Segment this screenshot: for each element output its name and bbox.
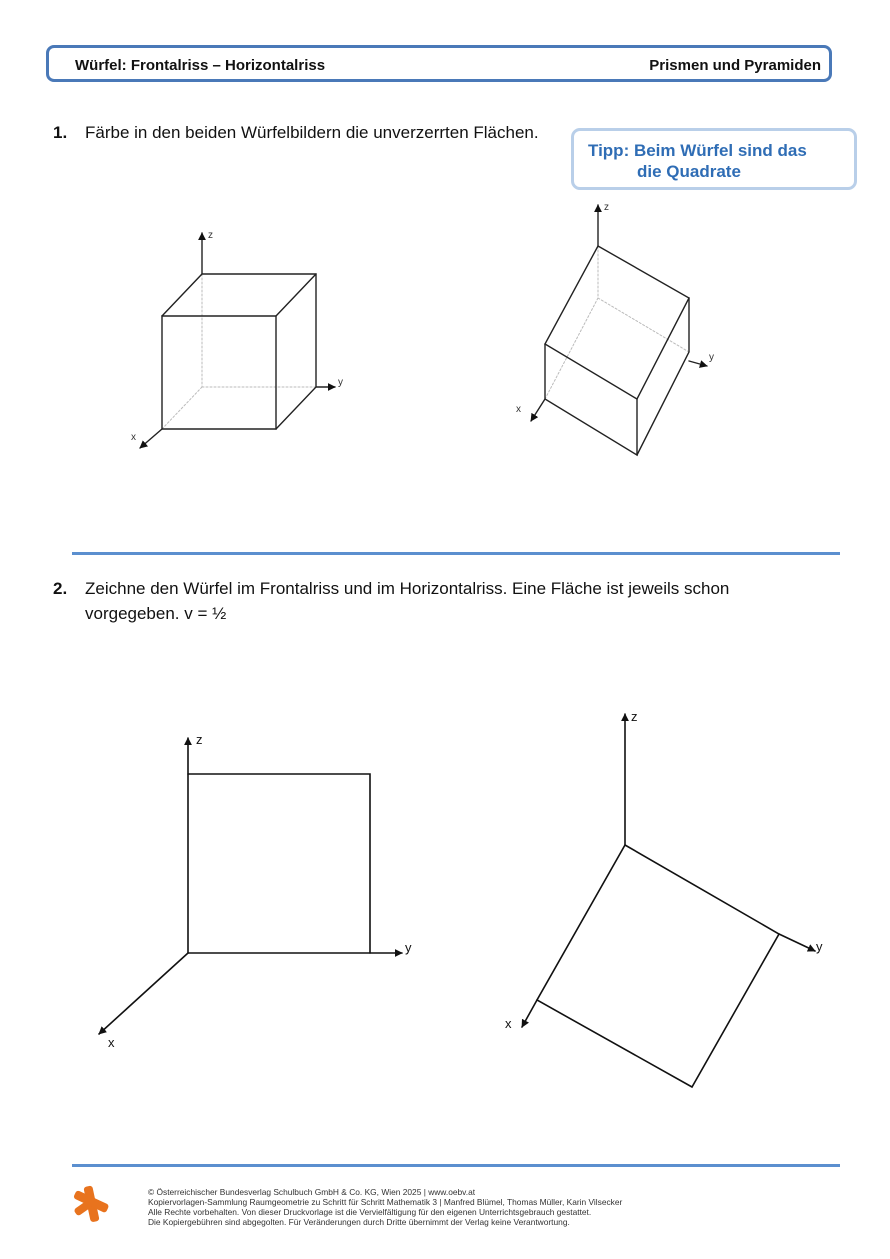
task2-text-line1: Zeichne den Würfel im Frontalriss und im Horizontalriss. Eine Fläche ist jeweils schon [85, 579, 730, 598]
footer-line-1: © Österreichischer Bundesverlag Schulbuch GmbH & Co. KG, Wien 2025 | www.oebv.at [148, 1187, 476, 1197]
worksheet-title: Würfel: Frontalriss – Horizontalriss [75, 57, 326, 74]
x-label-1b: x [516, 404, 521, 415]
z-label-2b: z [631, 709, 638, 724]
footer-line-2: Kopiervorlagen-Sammlung Raumgeometrie zu Schritt für Schritt Mathematik 3 | Manfred Blümel, Thomas Müller, Karin Vilsecker [148, 1197, 623, 1207]
footer-copyright [148, 1187, 622, 1227]
cube-front-view [140, 233, 335, 448]
task2-text-line2: vorgegeben. v = ½ [85, 604, 227, 623]
footer-line-3: Alle Rechte vorbehalten. Von dieser Druckvorlage ist die Vervielfältigung für den eigenen Unterrichtsgebrauch gestattet. [148, 1207, 592, 1217]
footer-line-4: Die Kopiergebühren sind abgegolten. Für Veränderungen durch Dritte übernimmt der Verlag keine Verantwortung. [148, 1217, 570, 1227]
x-axis-1a [140, 429, 162, 448]
y-label-1a: y [338, 377, 343, 388]
z-label-1b: z [604, 202, 609, 213]
footer-divider [72, 1164, 840, 1167]
task1-number: 1. [53, 123, 68, 142]
y-label-2b: y [816, 939, 823, 954]
tip-line-1: Tipp: Beim Würfel sind das [588, 141, 807, 160]
x-axis-1b [531, 399, 545, 421]
y-axis-1b [689, 361, 707, 366]
chapter-title: Prismen und Pyramiden [649, 57, 821, 74]
task2-top-view [522, 714, 815, 1087]
section-divider [72, 552, 840, 555]
x-label-2b: x [505, 1016, 512, 1031]
task2-number: 2. [53, 579, 68, 598]
y-label-2a: y [405, 940, 412, 955]
x-label-1a: x [131, 432, 136, 443]
y-axis-2b [779, 934, 815, 951]
x-axis-2b [522, 1000, 537, 1027]
task1-text: Färbe in den beiden Würfelbildern die unverzerrten Flächen. [85, 123, 539, 142]
z-label-1a: z [208, 230, 213, 241]
task2-front-view [99, 738, 402, 1034]
z-label-2a: z [196, 732, 203, 747]
cube-top-view [531, 205, 707, 455]
x-axis-2a [99, 953, 188, 1034]
publisher-logo-icon [70, 1184, 112, 1224]
tip-line-2: die Quadrate [637, 162, 741, 181]
x-label-2a: x [108, 1035, 115, 1050]
y-label-1b: y [709, 352, 714, 363]
